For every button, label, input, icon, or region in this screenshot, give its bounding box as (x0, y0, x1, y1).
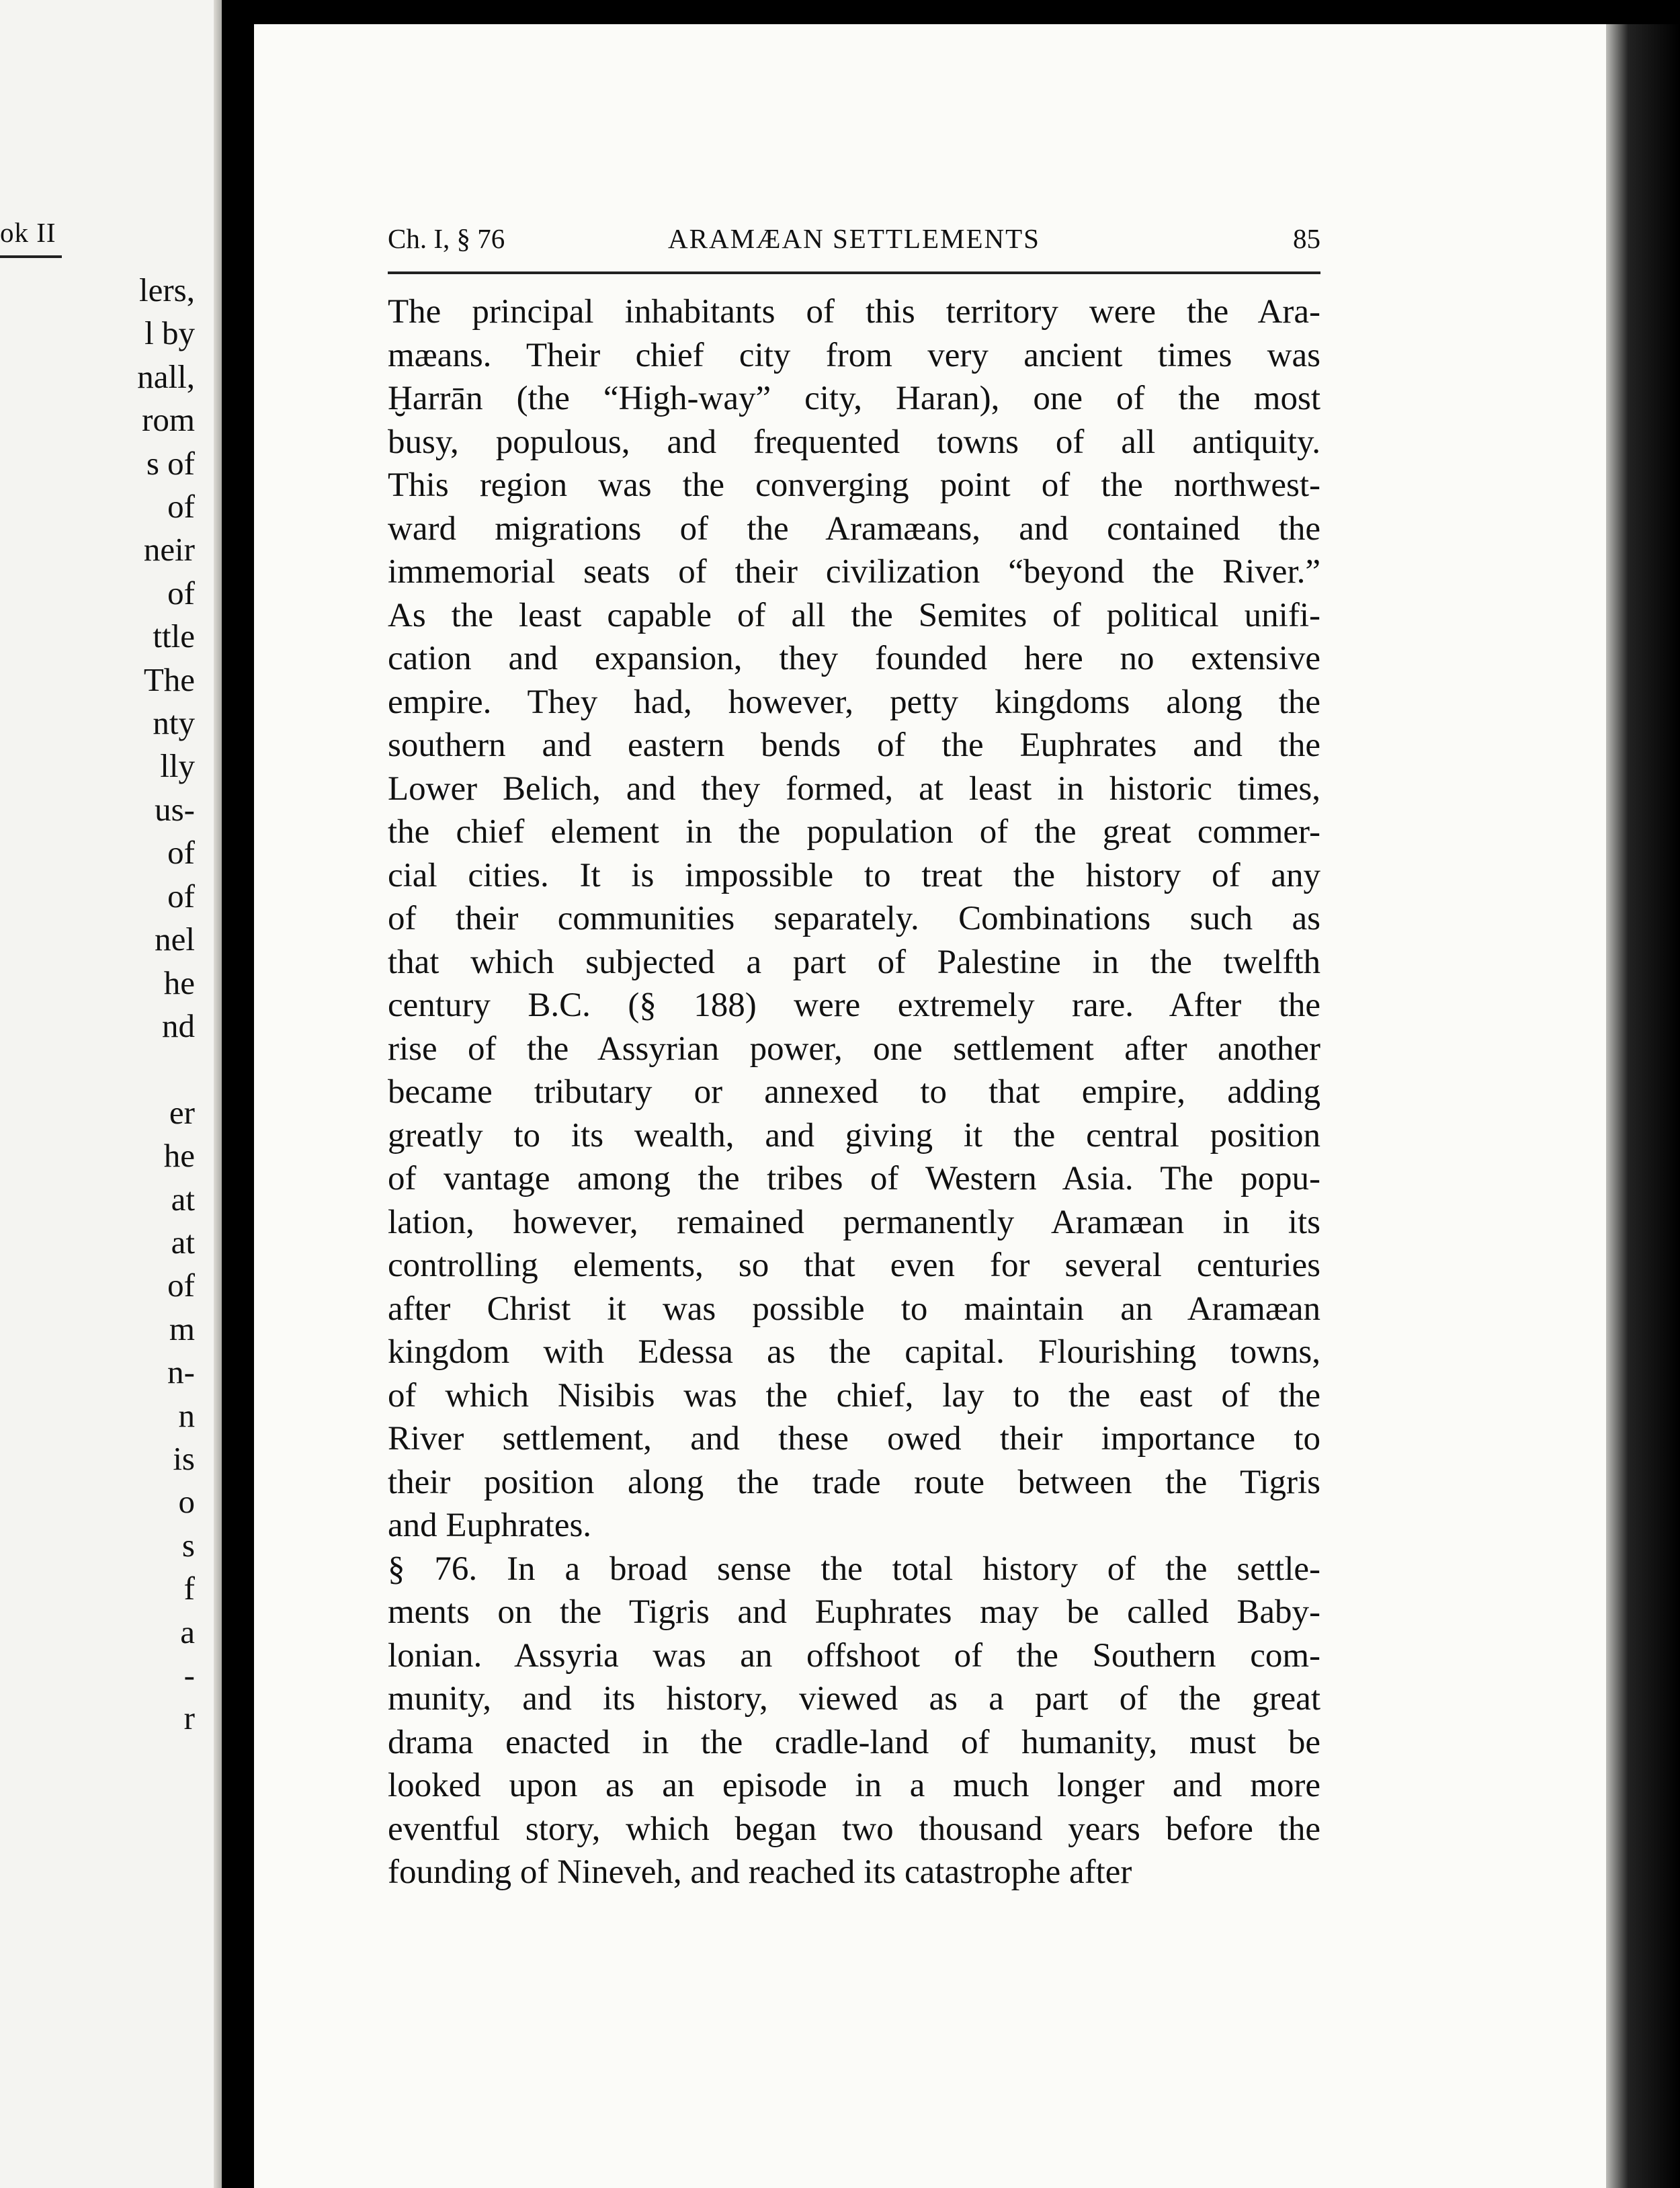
left-line-ending: lly (160, 747, 195, 785)
left-line-ending: ttle (153, 618, 195, 655)
left-line-ending: r (183, 1699, 195, 1737)
text-line: cation and expansion, they founded here no extensive (388, 640, 1320, 677)
text-line: mæans. Their chief city from very ancient times was (388, 336, 1320, 374)
left-line-ending: f (183, 1570, 195, 1607)
text-line: of their communities separately. Combinations such as (388, 900, 1320, 937)
text-line: kingdom with Edessa as the capital. Flourishing towns, (388, 1333, 1320, 1371)
page-edge-shadow (1606, 24, 1680, 2188)
left-line-ending: l by (144, 314, 195, 352)
left-line-ending: nd (162, 1007, 195, 1044)
text-line: century B.C. (§ 188) were extremely rare. After the (388, 986, 1320, 1024)
left-line-ending (137, 1740, 195, 1783)
text-line: The principal inhabitants of this territory were the Ara- (388, 293, 1320, 331)
left-line-ending: n- (167, 1353, 195, 1391)
text-line: eventful story, which began two thousand years before the (388, 1810, 1320, 1848)
header-rule (388, 271, 1320, 274)
left-line-ending: n (178, 1396, 195, 1434)
left-line-ending (137, 1048, 195, 1091)
text-line: empire. They had, however, petty kingdoms along the (388, 683, 1320, 721)
text-line: § 76. In a broad sense the total history of the settle- (388, 1550, 1320, 1588)
left-page-header: ok II (0, 217, 56, 248)
left-line-ending: he (163, 964, 195, 1001)
left-line-ending: rom (142, 401, 195, 439)
text-line: their position along the trade route between the Tigris (388, 1463, 1320, 1501)
left-page-fragment (0, 0, 222, 2188)
left-line-ending: a (180, 1613, 195, 1650)
text-line: and Euphrates. (388, 1507, 592, 1544)
text-line: drama enacted in the cradle-land of humanity, must be (388, 1723, 1320, 1761)
text-line: Ḫarrān (the “High-way” city, Haran), one of the most (388, 380, 1320, 417)
text-line: became tributary or annexed to that empire, adding (388, 1073, 1320, 1111)
text-line: after Christ it was possible to maintain an Aramæan (388, 1290, 1320, 1328)
text-line: cial cities. It is impossible to treat the history of any (388, 856, 1320, 894)
text-line: ments on the Tigris and Euphrates may be called Baby- (388, 1593, 1320, 1631)
text-line: busy, populous, and frequented towns of all antiquity. (388, 423, 1320, 461)
text-line: southern and eastern bends of the Euphrates and the (388, 726, 1320, 764)
text-line: controlling elements, so that even for several centuries (388, 1247, 1320, 1284)
left-line-ending: lers, (139, 271, 195, 308)
text-line: greatly to its wealth, and giving it the central position (388, 1116, 1320, 1154)
text-line: of which Nisibis was the chief, lay to the east of the (388, 1376, 1320, 1415)
text-line: ward migrations of the Aramæans, and contained the (388, 509, 1320, 548)
left-line-ending: us- (155, 790, 195, 828)
text-line: lonian. Assyria was an offshoot of the Southern com- (388, 1636, 1320, 1675)
left-line-ending: at (171, 1180, 195, 1218)
left-line-ending: of (167, 574, 195, 612)
left-line-ending: nty (153, 704, 195, 742)
text-line: looked upon as an episode in a much longer and more (388, 1767, 1320, 1804)
text-line: that which subjected a part of Palestine in the twelfth (388, 943, 1320, 981)
text-line: the chief element in the population of the great commer- (388, 813, 1320, 851)
text-line: Lower Belich, and they formed, at least in historic times, (388, 769, 1320, 808)
left-page-rule (0, 255, 62, 258)
left-line-ending: s (181, 1526, 195, 1564)
left-line-ending: is (173, 1439, 195, 1477)
left-line-ending: at (171, 1223, 195, 1261)
text-line: As the least capable of all the Semites of political unifi- (388, 596, 1320, 634)
left-line-ending: of (167, 834, 195, 872)
left-line-ending: neir (143, 531, 195, 569)
left-line-ending: of (167, 1267, 195, 1304)
left-line-ending: er (169, 1093, 195, 1131)
chapter-section-label: Ch. I, § 76 (388, 223, 505, 254)
left-line-ending: s of (146, 444, 195, 482)
left-line-ending: of (167, 877, 195, 915)
running-title: ARAMÆAN SETTLEMENTS (668, 223, 1040, 254)
text-line: lation, however, remained permanently Aramæan in its (388, 1203, 1320, 1241)
page-number: 85 (1293, 223, 1320, 254)
left-line-ending: - (183, 1656, 195, 1693)
running-header (388, 222, 1320, 263)
left-line-ending: he (163, 1137, 195, 1175)
left-page-line-endings (137, 269, 195, 1783)
text-line: River settlement, and these owed their importance to (388, 1420, 1320, 1458)
left-line-ending: nall, (137, 357, 195, 395)
left-line-ending: nel (155, 921, 195, 958)
text-line: rise of the Assyrian power, one settlement after another (388, 1029, 1320, 1068)
left-line-ending: The (143, 661, 195, 698)
text-line: of vantage among the tribes of Western Asia. The popu- (388, 1160, 1320, 1197)
body-text (388, 290, 1320, 1894)
book-gutter (214, 0, 222, 2188)
left-line-ending: o (178, 1483, 195, 1521)
left-line-ending: m (169, 1310, 195, 1347)
text-line: This region was the converging point of the northwest- (388, 466, 1320, 504)
text-line: immemorial seats of their civilization “beyond the River.” (388, 553, 1320, 591)
text-line: founding of Nineveh, and reached its catastrophe after (388, 1853, 1132, 1891)
left-line-ending: of (167, 488, 195, 525)
text-line: munity, and its history, viewed as a part of the great (388, 1680, 1320, 1718)
